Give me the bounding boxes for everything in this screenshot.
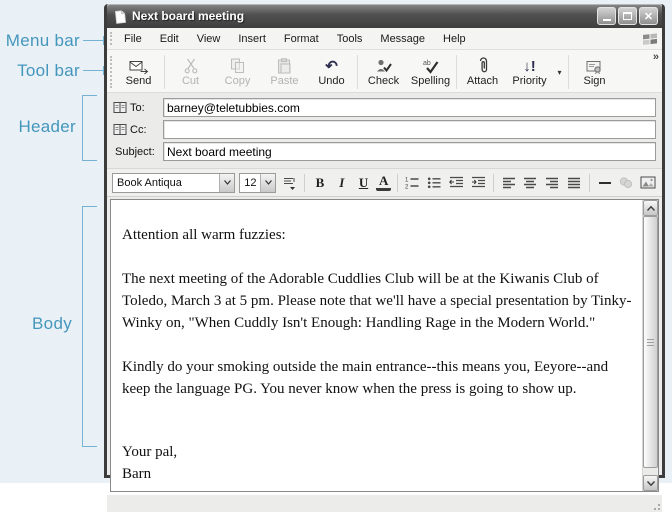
- address-book-icon[interactable]: [113, 101, 127, 114]
- body-callout-label: Body: [32, 314, 72, 333]
- message-body-area: [110, 199, 659, 492]
- window-title: Next board meeting: [132, 9, 245, 23]
- menu-file[interactable]: File: [124, 32, 142, 45]
- minimize-icon: [603, 19, 611, 21]
- body-callout-bracket: [82, 206, 97, 447]
- cc-label: Cc:: [130, 123, 147, 136]
- to-label: To:: [130, 101, 145, 114]
- attach-icon: [476, 57, 490, 74]
- subject-row: [113, 142, 656, 161]
- align-center-button[interactable]: [522, 172, 540, 193]
- menu-message[interactable]: Message: [380, 32, 426, 45]
- spelling-button[interactable]: ab Spelling: [407, 52, 454, 92]
- address-book-icon[interactable]: [113, 123, 127, 136]
- format-separator: [304, 174, 305, 192]
- font-size-select[interactable]: [239, 173, 276, 193]
- increase-indent-button[interactable]: [469, 172, 487, 193]
- header-callout-label: Header: [18, 117, 76, 136]
- sign-icon: [586, 57, 603, 74]
- cc-row: [113, 120, 656, 139]
- minimize-button[interactable]: [597, 7, 616, 25]
- align-right-button[interactable]: [543, 172, 561, 193]
- menu-bar-callout-line: [83, 40, 104, 41]
- send-icon: [129, 57, 149, 74]
- maximize-icon: [623, 12, 632, 20]
- scrollbar-grip-icon: [647, 342, 654, 343]
- toolbar-separator: [568, 55, 569, 89]
- formatting-bar: [107, 169, 662, 197]
- body-paragraph: The next meeting of the Adorable Cuddlies Club will be at the Kiwanis Club of Toledo, March 3 at 5 pm. Please note that we'll have a special presentation by Tinky-Winky on, "When Cuddly Isn't Enough: Handling Rage in the Modern World.": [122, 271, 632, 331]
- vertical-scrollbar[interactable]: [642, 200, 658, 491]
- to-field[interactable]: [163, 98, 656, 117]
- header-callout-bracket: [82, 95, 97, 161]
- copy-icon: [230, 57, 245, 74]
- tool-bar-drag-handle[interactable]: [110, 56, 113, 88]
- message-body-editor[interactable]: [111, 200, 642, 491]
- send-button[interactable]: Send: [115, 52, 162, 92]
- attach-button[interactable]: Attach: [459, 52, 506, 92]
- decrease-indent-button[interactable]: [447, 172, 465, 193]
- body-paragraph: Attention all warm fuzzies:: [122, 227, 286, 243]
- cut-button[interactable]: Cut: [167, 52, 214, 92]
- title-bar[interactable]: [107, 4, 662, 28]
- horizontal-line-button[interactable]: [596, 172, 614, 193]
- menu-tools[interactable]: Tools: [336, 32, 363, 45]
- priority-button[interactable]: ↓! Priority: [512, 58, 547, 87]
- check-names-button[interactable]: Check: [360, 52, 407, 92]
- font-name: Book Antiqua: [117, 176, 182, 189]
- paste-icon: [277, 57, 292, 74]
- toolbar-separator: [164, 55, 165, 89]
- svg-text:1: 1: [405, 177, 409, 184]
- close-icon: ✕: [643, 10, 654, 23]
- cut-icon: [184, 57, 198, 74]
- resize-grip[interactable]: [650, 500, 660, 510]
- check-names-icon: [376, 57, 392, 74]
- italic-button[interactable]: I: [339, 174, 345, 190]
- scroll-up-button[interactable]: [643, 200, 658, 216]
- menu-insert[interactable]: Insert: [238, 32, 266, 45]
- font-color-button[interactable]: A: [376, 174, 391, 191]
- compose-window: [104, 4, 665, 482]
- chevron-down-icon[interactable]: [260, 174, 275, 192]
- body-paragraph: Barn: [122, 466, 152, 482]
- close-button[interactable]: [639, 7, 658, 25]
- undo-icon: ↶: [325, 58, 338, 75]
- underline-button[interactable]: U: [358, 174, 369, 190]
- undo-button[interactable]: ↶ Undo: [318, 58, 345, 87]
- chevron-down-icon[interactable]: [219, 174, 234, 192]
- spelling-icon: [423, 57, 439, 74]
- menu-format[interactable]: Format: [283, 32, 319, 45]
- align-left-button[interactable]: [500, 172, 518, 193]
- to-row: [113, 98, 656, 117]
- paragraph-style-button[interactable]: [280, 172, 298, 193]
- bold-button[interactable]: B: [315, 174, 325, 190]
- cc-field[interactable]: [163, 120, 656, 139]
- scrollbar-thumb[interactable]: [643, 216, 658, 468]
- message-document-icon: [113, 9, 127, 24]
- font-select[interactable]: [112, 173, 235, 193]
- menu-bar: [107, 28, 662, 50]
- tool-bar: [107, 50, 662, 93]
- maximize-button[interactable]: [618, 7, 637, 25]
- format-separator: [589, 174, 590, 192]
- body-paragraph: Your pal,: [122, 444, 178, 460]
- hyperlink-button[interactable]: [617, 172, 635, 193]
- priority-dropdown-arrow[interactable]: ▾: [557, 67, 562, 77]
- sign-button[interactable]: Sign: [571, 52, 618, 92]
- subject-label: Subject:: [115, 145, 155, 158]
- menu-bar-callout-label: Menu bar: [5, 31, 80, 50]
- priority-icon: ↓!: [523, 58, 536, 75]
- toolbar-separator: [357, 55, 358, 89]
- body-paragraph: Kindly do your smoking outside the main entrance--this means you, Eeyore--and keep the language PG. You never know when the press is going to show up.: [122, 359, 609, 397]
- message-header: [107, 93, 662, 169]
- font-size: 12: [244, 176, 257, 189]
- copy-button[interactable]: Copy: [214, 52, 261, 92]
- status-bar: [107, 494, 662, 512]
- menu-help[interactable]: Help: [443, 32, 466, 45]
- bullet-list-button[interactable]: [426, 172, 444, 193]
- subject-field[interactable]: [163, 142, 656, 161]
- scroll-down-button[interactable]: [643, 475, 658, 491]
- svg-text:2: 2: [405, 184, 409, 191]
- paste-button[interactable]: Paste: [261, 52, 308, 92]
- menu-bar-drag-handle[interactable]: [110, 32, 113, 45]
- insert-picture-button[interactable]: [639, 172, 657, 193]
- format-separator: [397, 174, 398, 192]
- tool-bar-callout-line: [83, 70, 104, 71]
- toolbar-separator: [456, 55, 457, 89]
- windows-logo-icon: [642, 32, 658, 46]
- tool-bar-callout-label: Tool bar: [17, 61, 80, 80]
- toolbar-overflow-chevron[interactable]: »: [652, 51, 659, 63]
- menu-view[interactable]: View: [196, 32, 221, 45]
- menu-edit[interactable]: Edit: [159, 32, 179, 45]
- numbered-list-button[interactable]: [404, 172, 422, 193]
- justify-button[interactable]: [565, 172, 583, 193]
- format-separator: [493, 174, 494, 192]
- svg-text:ab: ab: [422, 60, 431, 67]
